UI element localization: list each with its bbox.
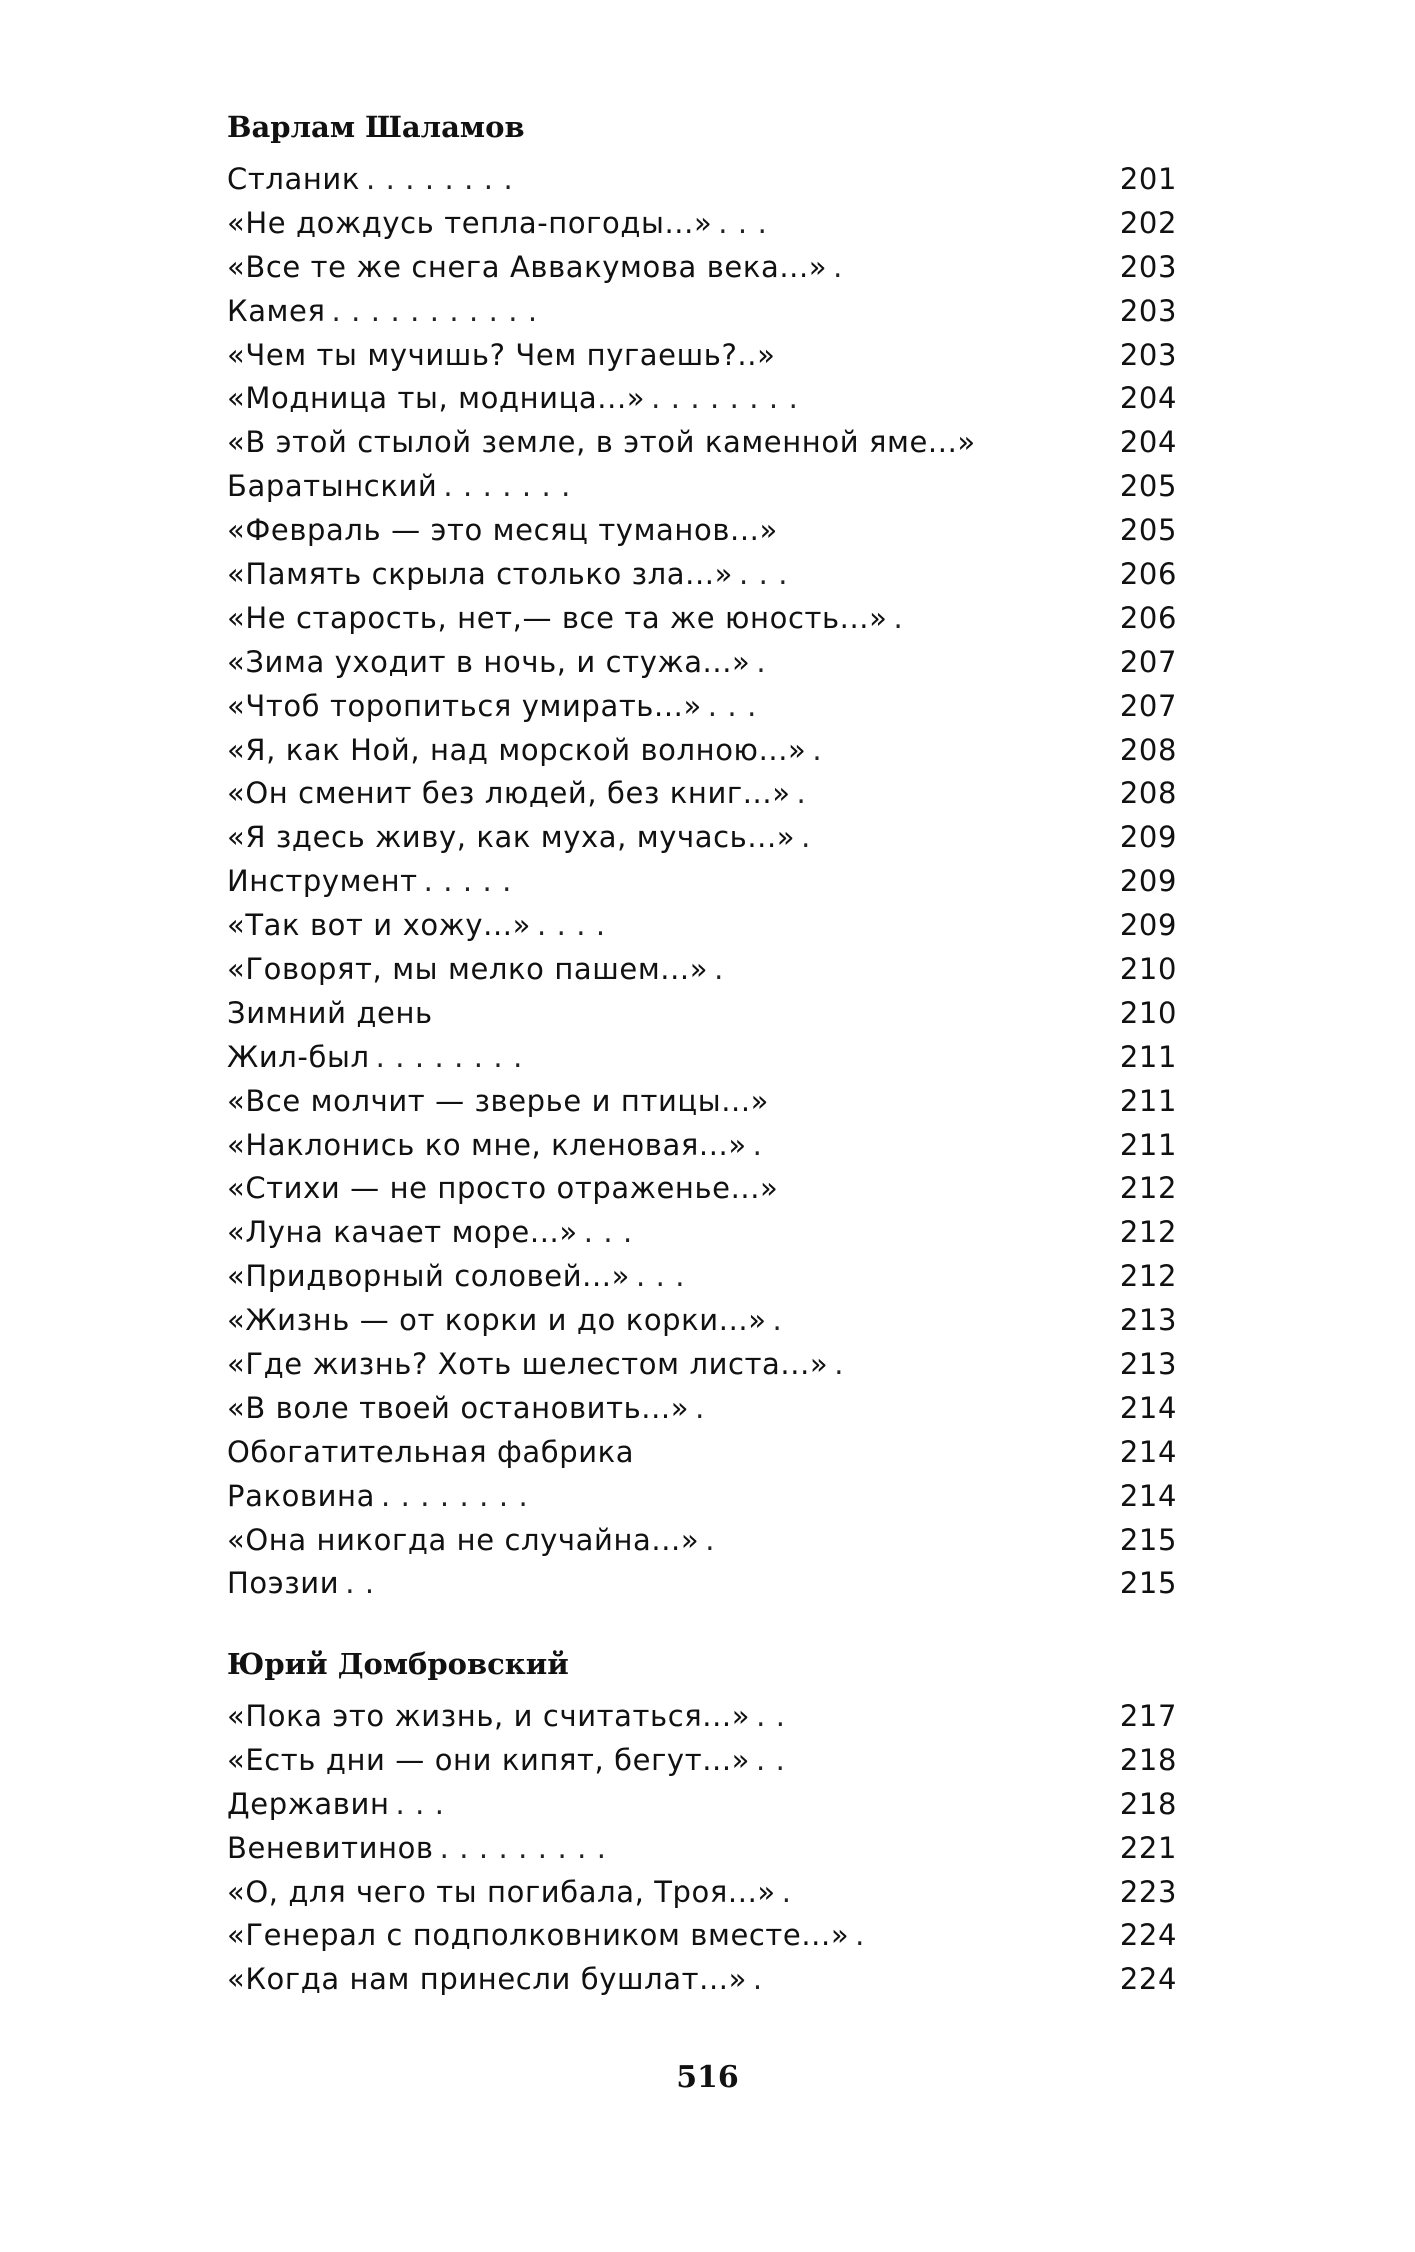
toc-dot-leader: . . . . .: [423, 864, 513, 899]
toc-entry-title: «Луна качает море...»: [227, 1215, 578, 1250]
toc-entry: [227, 1123, 1177, 1167]
toc-dot-leader: .: [781, 1874, 792, 1909]
toc-dot-leader: .: [812, 732, 823, 767]
toc-entry: [227, 1562, 1177, 1606]
toc-dot-leader: . . .: [583, 1215, 633, 1250]
toc-entry-page: 211: [1119, 1127, 1177, 1162]
toc-entry: [227, 1870, 1177, 1914]
toc-entry-title: Зимний день: [227, 995, 433, 1030]
toc-entry-title: Инструмент: [227, 864, 418, 899]
toc-entry-title: Стланик: [227, 161, 360, 196]
toc-entry: [227, 420, 1177, 464]
toc-entry: [227, 771, 1177, 815]
toc-entry: [227, 991, 1177, 1035]
toc-entry: [227, 815, 1177, 859]
toc-dot-leader: . .: [756, 1742, 786, 1777]
toc-dot-leader: . . . . . . . .: [365, 161, 514, 196]
toc-entry-title: «Я здесь живу, как муха, мучась...»: [227, 820, 796, 855]
toc-entry-title: «Генерал с подполковником вместе...»: [227, 1918, 850, 1953]
toc-entry-page: 214: [1119, 1434, 1177, 1469]
toc-entry-title: «Он сменит без людей, без книг...»: [227, 776, 791, 811]
toc-entry: [227, 376, 1177, 420]
toc-entry: [227, 245, 1177, 289]
toc-entry-title: «Не старость, нет,— все та же юность...»: [227, 600, 888, 635]
toc-section-shalamov: [227, 105, 1177, 1605]
toc-entry: [227, 1826, 1177, 1870]
toc-dot-leader: .: [796, 776, 807, 811]
toc-entry-page: 209: [1119, 820, 1177, 855]
toc-entry-page: 212: [1119, 1215, 1177, 1250]
toc-dot-leader: .: [695, 1390, 705, 1425]
toc-entry-page: 204: [1119, 381, 1177, 416]
toc-entry-page: 223: [1119, 1874, 1177, 1909]
toc-entry-page: 210: [1119, 995, 1177, 1030]
toc-dot-leader: .: [833, 249, 843, 284]
toc-dot-leader: . . . . . . . . .: [439, 1830, 607, 1865]
toc-dot-leader: .: [834, 1346, 845, 1381]
toc-entry-page: 211: [1119, 1039, 1177, 1074]
toc-entry-title: Баратынский: [227, 469, 438, 504]
toc-entry-title: «Февраль — это месяц туманов...»: [227, 513, 778, 548]
toc-dot-leader: . . . . . . . .: [651, 381, 799, 416]
toc-entry: [227, 1210, 1177, 1254]
toc-dot-leader: . . .: [738, 556, 789, 591]
toc-entry-title: «Придворный соловей...»: [227, 1259, 630, 1294]
toc-entry-page: 206: [1119, 600, 1177, 635]
toc-entry-title: Жил-был: [227, 1039, 370, 1074]
toc-dot-leader: .: [752, 1127, 763, 1162]
toc-entry-page: 214: [1119, 1478, 1177, 1513]
toc-entry-page: 211: [1119, 1083, 1177, 1118]
toc-entry: [227, 508, 1177, 552]
toc-entry-page: 206: [1119, 556, 1177, 591]
toc-entry: [227, 684, 1177, 728]
toc-entry-page: 218: [1119, 1742, 1177, 1777]
toc-entry: [227, 1298, 1177, 1342]
toc-entry: [227, 1738, 1177, 1782]
toc-entry: [227, 1035, 1177, 1079]
author-heading: Варлам Шаламов: [227, 110, 525, 144]
toc-entry-page: 215: [1119, 1522, 1177, 1557]
toc-entry: [227, 640, 1177, 684]
toc-entry-page: 208: [1119, 776, 1177, 811]
toc-entry: [227, 333, 1177, 377]
toc-entry-title: «Модница ты, модница...»: [227, 381, 646, 416]
toc-entry-page: 221: [1119, 1830, 1177, 1865]
toc-list: [227, 157, 1177, 1605]
toc-entry: [227, 947, 1177, 991]
toc-dot-leader: .: [855, 1918, 865, 1953]
toc-entry: [227, 728, 1177, 772]
toc-entry-page: 205: [1119, 513, 1177, 548]
toc-entry: [227, 1254, 1177, 1298]
toc-dot-leader: .: [752, 1962, 763, 1997]
toc-entry-page: 210: [1119, 951, 1177, 986]
toc-dot-leader: . . . .: [536, 908, 606, 943]
toc-entry-title: Камея: [227, 293, 326, 328]
toc-entry-page: 217: [1119, 1698, 1177, 1733]
toc-entry-title: «Чем ты мучишь? Чем пугаешь?..»: [227, 337, 776, 372]
toc-entry: [227, 1518, 1177, 1562]
toc-entry: [227, 1913, 1177, 1957]
toc-entry-title: «Она никогда не случайна...»: [227, 1522, 700, 1557]
toc-entry-page: 203: [1119, 337, 1177, 372]
toc-entry-page: 214: [1119, 1390, 1177, 1425]
toc-entry-title: «Стихи — не просто отраженье...»: [227, 1171, 779, 1206]
toc-dot-leader: . . . . . . .: [443, 469, 571, 504]
toc-entry: [227, 552, 1177, 596]
toc-entry: [227, 596, 1177, 640]
toc-dot-leader: .: [714, 951, 724, 986]
toc-entry: [227, 903, 1177, 947]
toc-dot-leader: . . .: [635, 1259, 686, 1294]
toc-dot-leader: .: [772, 1303, 783, 1338]
toc-dot-leader: .: [705, 1522, 716, 1557]
toc-entry-page: 213: [1119, 1346, 1177, 1381]
toc-entry-page: 208: [1119, 732, 1177, 767]
toc-entry-page: 207: [1119, 688, 1177, 723]
toc-entry-title: «Когда нам принесли бушлат...»: [227, 1962, 747, 1997]
toc-entry-title: «Пока это жизнь, и считаться...»: [227, 1698, 751, 1733]
toc-entry-page: 209: [1119, 864, 1177, 899]
toc-entry-title: «О, для чего ты погибала, Троя...»: [227, 1874, 776, 1909]
toc-entry: [227, 1342, 1177, 1386]
toc-entry-title: Державин: [227, 1786, 390, 1821]
toc-entry-title: «Чтоб торопиться умирать...»: [227, 688, 702, 723]
toc-dot-leader: . . .: [718, 205, 768, 240]
toc-entry-title: Раковина: [227, 1478, 375, 1513]
toc-entry-title: «Все те же снега Аввакумова века...»: [227, 249, 828, 284]
toc-entry: [227, 289, 1177, 333]
toc-entry-page: 209: [1119, 908, 1177, 943]
toc-list: [227, 1694, 1177, 2001]
toc-dot-leader: . . .: [395, 1786, 445, 1821]
page-number: 516: [676, 2060, 739, 2095]
toc-entry-title: «Все молчит — зверье и птицы...»: [227, 1083, 770, 1118]
toc-entry-page: 207: [1119, 644, 1177, 679]
toc-entry-title: «Где жизнь? Хоть шелестом листа...»: [227, 1346, 829, 1381]
toc-entry-title: «Память скрыла столько зла...»: [227, 556, 733, 591]
toc-entry-title: Поэзии: [227, 1566, 340, 1601]
toc-entry-title: Обогатительная фабрика: [227, 1434, 635, 1469]
toc-entry: [227, 464, 1177, 508]
author-heading: Юрий Домбровский: [227, 1647, 569, 1681]
toc-entry: [227, 1957, 1177, 2001]
toc-entry-title: «Есть дни — они кипят, бегут...»: [227, 1742, 750, 1777]
toc-entry: [227, 1079, 1177, 1123]
toc-entry: [227, 201, 1177, 245]
toc-entry-page: 212: [1119, 1171, 1177, 1206]
toc-entry-title: Веневитинов: [227, 1830, 434, 1865]
toc-dot-leader: . .: [345, 1566, 375, 1601]
toc-dot-leader: .: [893, 600, 904, 635]
toc-entry: [227, 1782, 1177, 1826]
toc-entry-page: 224: [1119, 1962, 1177, 1997]
toc-entry: [227, 1166, 1177, 1210]
toc-dot-leader: .: [756, 644, 767, 679]
toc-entry-page: 224: [1119, 1918, 1177, 1953]
toc-dot-leader: .: [801, 820, 811, 855]
toc-entry-page: 218: [1119, 1786, 1177, 1821]
toc-dot-leader: . . . . . . . . . . .: [331, 293, 538, 328]
toc-entry-page: 202: [1119, 205, 1177, 240]
toc-entry: [227, 1474, 1177, 1518]
toc-entry: [227, 1386, 1177, 1430]
toc-entry-title: «Говорят, мы мелко пашем...»: [227, 951, 709, 986]
toc-dot-leader: . . . . . . . .: [381, 1478, 529, 1513]
toc-entry-title: «Так вот и хожу...»: [227, 908, 531, 943]
toc-entry-page: 213: [1119, 1303, 1177, 1338]
toc-entry-page: 204: [1119, 425, 1177, 460]
toc-entry: [227, 157, 1177, 201]
toc-entry-page: 205: [1119, 469, 1177, 504]
toc-entry-page: 201: [1119, 161, 1177, 196]
toc-entry-title: «В воле твоей остановить...»: [227, 1390, 690, 1425]
toc-entry-page: 212: [1119, 1259, 1177, 1294]
toc-entry-page: 203: [1119, 249, 1177, 284]
toc-entry-title: «Зима уходит в ночь, и стужа...»: [227, 644, 751, 679]
toc-entry-title: «Не дождусь тепла-погоды...»: [227, 205, 713, 240]
toc-entry: [227, 1694, 1177, 1738]
toc-entry-title: «Жизнь — от корки и до корки...»: [227, 1303, 767, 1338]
toc-entry-title: «Я, как Ной, над морской волною...»: [227, 732, 807, 767]
toc-dot-leader: . .: [756, 1698, 786, 1733]
toc-section-dombrovsky: [227, 1642, 1177, 2001]
toc-entry-page: 203: [1119, 293, 1177, 328]
toc-entry-title: «Наклонись ко мне, кленовая...»: [227, 1127, 747, 1162]
toc-dot-leader: . . . . . . . .: [375, 1039, 523, 1074]
toc-entry: [227, 859, 1177, 903]
toc-entry-page: 215: [1119, 1566, 1177, 1601]
toc-dot-leader: . . .: [707, 688, 757, 723]
toc-entry-title: «В этой стылой земле, в этой каменной яме...»: [227, 425, 976, 460]
toc-entry: [227, 1430, 1177, 1474]
